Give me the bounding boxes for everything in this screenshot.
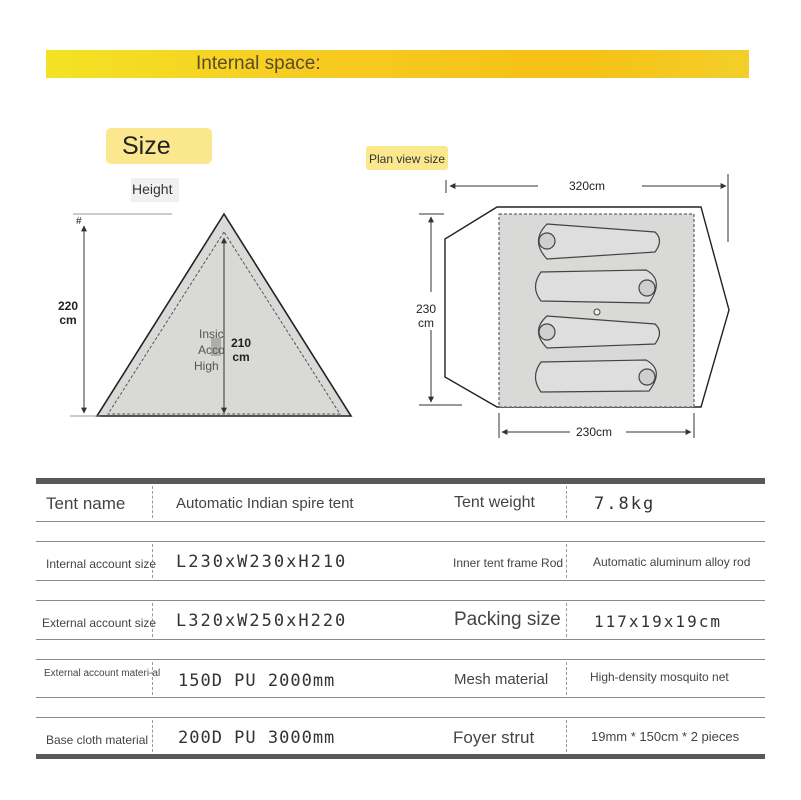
outer-height-label: 220 cm (57, 299, 79, 327)
spec-label-external-material: External account materi-al (44, 668, 161, 679)
height-label: Height (132, 181, 173, 197)
spec-value-mesh-material: High-density mosquito net (590, 670, 729, 684)
spec-label-tent-name: Tent name (46, 494, 126, 513)
spec-label-internal-size: Internal account size (46, 557, 157, 571)
spec-label-external-size: External account size (42, 616, 157, 630)
spec-value-tent-name: Automatic Indian spire tent (176, 495, 354, 512)
column-divider (152, 720, 153, 752)
table-top-rule (36, 478, 765, 484)
plan-length-label: 320cm (569, 179, 606, 193)
plan-view-title: Plan view size (369, 152, 446, 166)
spec-label-base-cloth: Base cloth material (46, 733, 149, 747)
banner-title: Internal space: (196, 53, 321, 74)
spec-value-external-material: 150D PU 2000mm (178, 671, 336, 691)
plan-inner-length-label: 230cm (576, 425, 613, 439)
table-row-divider (36, 717, 765, 718)
column-divider (566, 720, 567, 752)
spec-value-foyer-strut: 19mm * 150cm * 2 pieces (591, 729, 740, 744)
spec-value-packing-size: 117x19x19cm (594, 612, 722, 631)
hash-mark: # (76, 216, 82, 227)
spec-label-frame-rod: Inner tent frame Rod (453, 556, 564, 570)
spec-label-packing-size: Packing size (454, 609, 561, 630)
center-pole-marker (594, 309, 600, 315)
spec-label-foyer-strut: Foyer strut (453, 728, 535, 747)
spec-value-tent-weight: 7.8kg (594, 494, 656, 514)
column-divider (152, 486, 153, 518)
spec-label-tent-weight: Tent weight (454, 494, 535, 511)
inside-note: Insic Acco High (194, 327, 225, 373)
plan-width-label: 230 cm (415, 302, 437, 330)
spec-value-frame-rod: Automatic aluminum alloy rod (593, 555, 751, 569)
column-divider (566, 486, 567, 518)
table-row-divider (36, 659, 765, 660)
spec-value-base-cloth: 200D PU 3000mm (178, 728, 336, 748)
table-row-divider (36, 639, 765, 640)
table-row-divider (36, 697, 765, 698)
spec-label-mesh-material: Mesh material (454, 671, 549, 688)
table-row-divider (36, 600, 765, 601)
table-row-divider (36, 521, 765, 522)
table-row-divider (36, 580, 765, 581)
column-divider (566, 662, 567, 695)
table-bottom-rule (36, 754, 765, 759)
column-divider (566, 603, 567, 637)
spec-value-internal-size: L230xW230xH210 (176, 552, 348, 572)
spec-value-external-size: L320xW250xH220 (176, 611, 348, 631)
table-row-divider (36, 541, 765, 542)
inner-height-label: 210 cm (230, 336, 252, 364)
column-divider (566, 544, 567, 578)
size-title: Size (122, 132, 171, 160)
